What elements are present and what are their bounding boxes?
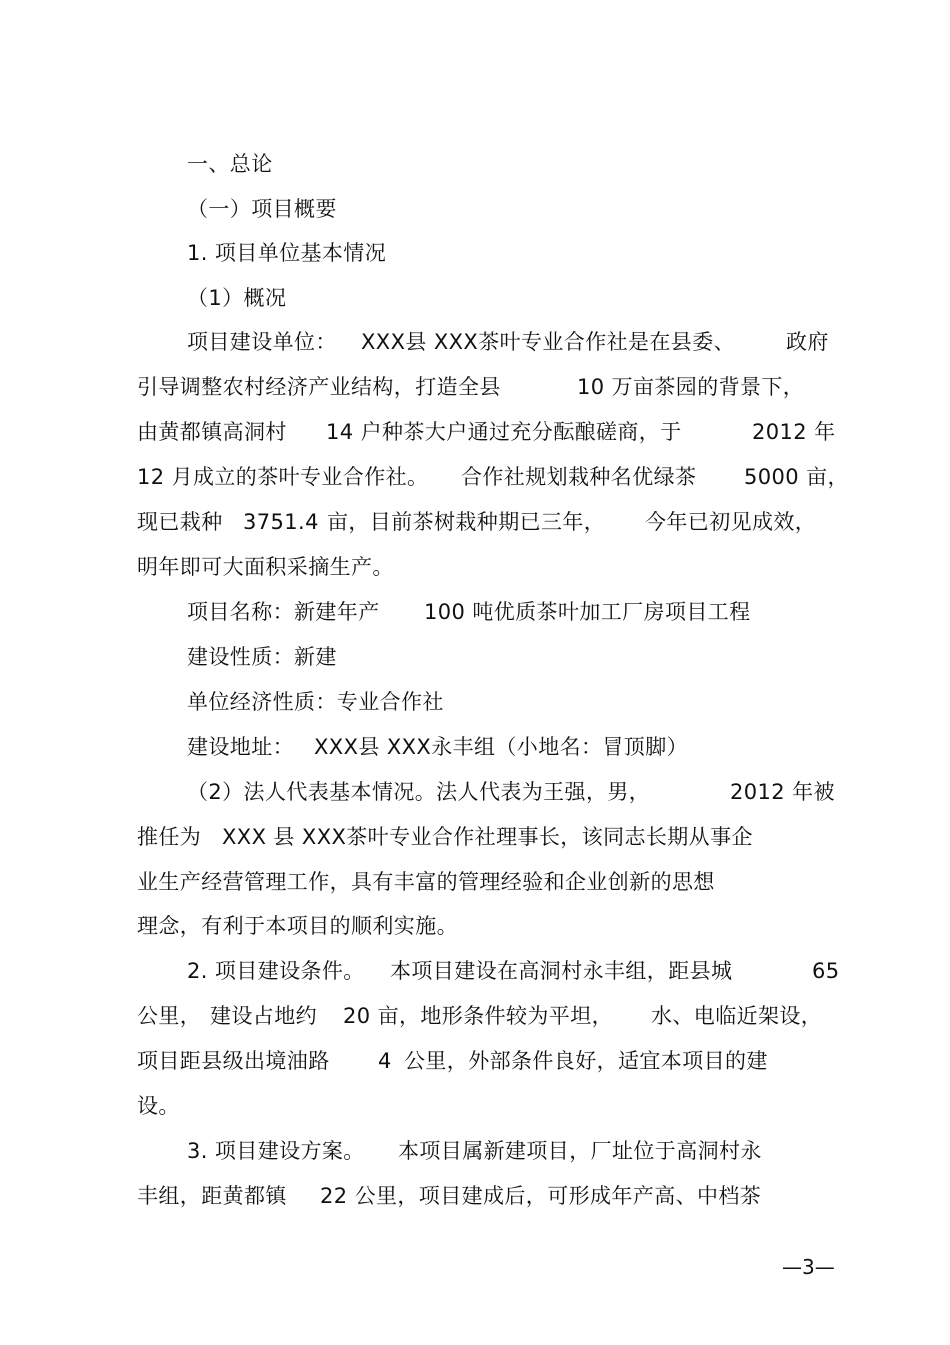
para1-line2 [0, 370, 950, 404]
para3-line2 [0, 999, 950, 1033]
para4-text: 22 公里，项目建成后，可形成年产高、中档茶 [320, 1184, 762, 1208]
para3-text: 公里， [137, 1004, 202, 1028]
para1-text: 3751.4 [243, 510, 319, 534]
unit-economic-nature-line [0, 685, 950, 719]
chapter-heading: 一、总论 [187, 152, 273, 176]
para1-text: 现已栽种 [137, 510, 223, 534]
para1-text: 项目建设单位： [187, 330, 337, 354]
para1-text: 14 户种茶大户通过充分酝酿磋商，于 [326, 420, 682, 444]
para1-text: 12 月成立的茶叶专业合作社。 [137, 465, 429, 489]
para4-text: 本项目属新建项目，厂址位于高洞村永 [398, 1139, 762, 1163]
subsection-1-title: 1. 项目单位基本情况 [187, 241, 387, 265]
para2-line2 [0, 820, 950, 854]
construction-nature: 建设性质：新建 [187, 645, 337, 669]
heading-line [0, 147, 950, 181]
para2-text: 推任为 [137, 825, 202, 849]
para2-text: （2）法人代表基本情况。法人代表为王强，男， [187, 780, 651, 804]
para1-text: 5000 亩， [744, 465, 849, 489]
para3-line4 [0, 1089, 950, 1123]
para1-line4 [0, 460, 950, 494]
para3-text: 2. 项目建设条件。 [187, 959, 365, 983]
para3-text: 水、电临近架设， [651, 1004, 823, 1028]
para1-line3 [0, 415, 950, 449]
construction-nature-line [0, 640, 950, 674]
para1-text: 明年即可大面积采摘生产。 [137, 555, 394, 579]
para1-line1 [0, 325, 950, 359]
unit-economic-nature: 单位经济性质：专业合作社 [187, 690, 444, 714]
section-title-line [0, 192, 950, 226]
para4-text: 丰组，距黄都镇 [137, 1184, 287, 1208]
construction-site-label: 建设地址： [187, 735, 294, 759]
page-number: —3— [782, 1255, 835, 1279]
para2-text: 2012 年被 [730, 780, 835, 804]
para3-text: 65 [812, 959, 840, 983]
project-name-label: 项目名称：新建年产 [187, 600, 380, 624]
section-title: （一）项目概要 [187, 197, 337, 221]
para2-line3 [0, 865, 950, 899]
para3-text: 项目距县级出境油路 [137, 1049, 330, 1073]
para1-line6 [0, 550, 950, 584]
para1-text: 亩，目前茶树栽种期已三年， [327, 510, 606, 534]
para1-text: 10 万亩茶园的背景下， [577, 375, 805, 399]
para4-text: 3. 项目建设方案。 [187, 1139, 365, 1163]
para1-text: 2012 年 [752, 420, 836, 444]
subsection-1-line [0, 236, 950, 270]
project-name-line [0, 595, 950, 629]
para1-text: 由黄都镇高洞村 [137, 420, 287, 444]
para1-text: 今年已初见成效， [645, 510, 817, 534]
para2-text: XXX 县 XXX茶叶专业合作社理事长，该同志长期从事企 [222, 825, 753, 849]
para3-text: 设。 [137, 1094, 180, 1118]
project-name-value: 100 吨优质茶叶加工厂房项目工程 [424, 600, 751, 624]
para4-line1 [0, 1134, 950, 1168]
para3-text: 20 亩，地形条件较为平坦， [343, 1004, 613, 1028]
para2-text: 理念，有利于本项目的顺利实施。 [137, 914, 458, 938]
para2-line4 [0, 909, 950, 943]
para2-text: 业生产经营管理工作，具有丰富的管理经验和企业创新的思想 [137, 870, 715, 894]
construction-site-line [0, 730, 950, 764]
para3-line1 [0, 954, 950, 988]
para1-text: 引导调整农村经济产业结构，打造全县 [137, 375, 501, 399]
para1-text: 合作社规划栽种名优绿茶 [461, 465, 697, 489]
para4-line2 [0, 1179, 950, 1213]
subsection-1a-line [0, 281, 950, 315]
para3-line3 [0, 1044, 950, 1078]
para3-text: 建设占地约 [210, 1004, 317, 1028]
para1-text: XXX县 XXX茶叶专业合作社是在县委、 [361, 330, 735, 354]
para3-text: 4 [378, 1049, 392, 1073]
para1-text: 政府 [786, 330, 829, 354]
para2-line1 [0, 775, 950, 809]
para1-line5 [0, 505, 950, 539]
para3-text: 公里，外部条件良好，适宜本项目的建 [404, 1049, 768, 1073]
construction-site-value: XXX县 XXX永丰组（小地名：冒顶脚） [314, 735, 688, 759]
para3-text: 本项目建设在高洞村永丰组，距县城 [390, 959, 733, 983]
subsection-1a-title: （1）概况 [187, 286, 287, 310]
